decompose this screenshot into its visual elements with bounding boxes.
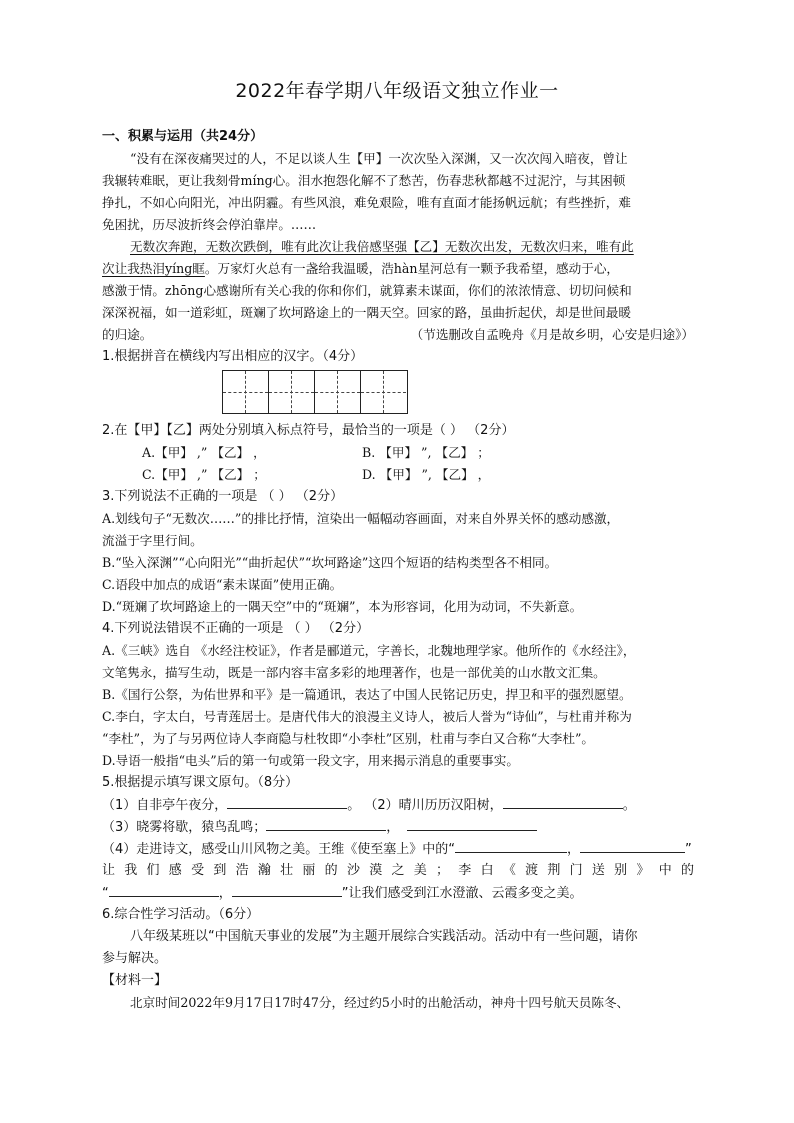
answer-blank[interactable] (232, 882, 342, 897)
fill-prompt: 。 (622, 798, 636, 813)
fill-prompt: （1）自非亭午夜分， (102, 798, 228, 813)
option-row (102, 442, 694, 464)
option-b[interactable]: B. 【甲】 ”, 【乙】 ； (362, 445, 490, 460)
exam-content (102, 126, 694, 1014)
answer-blank[interactable] (580, 838, 685, 853)
option-line: C.李白，字太白，号青莲居士。是唐代伟大的浪漫主义诗人，被后人誉为“诗仙”，与杜甫并称为 (102, 709, 632, 724)
passage-line: 深深祝福，如一道彩虹，斑斓了坎坷路途上的一隅天空。回家的路，虽曲折起伏，却是世间最暖 (102, 305, 631, 320)
underlined-sentence-end: 次让我热泪yíng眶 (102, 261, 205, 276)
passage-line: 感激于情。zhōng心感谢所有关心我的你和你们，就算素未谋面，你们的浓浓情意、切切问候和 (102, 283, 632, 298)
fill-line (102, 816, 694, 838)
option-line: D.“斑斓了坎坷路途上的一隅天空”中的“斑斓”，本为形容词，化用为动词，不失新意。 (102, 599, 583, 614)
answer-blank[interactable] (503, 794, 623, 809)
option-d[interactable]: D. 【甲】 ”, 【乙】 ， (362, 467, 491, 482)
question-3: 3.下列说法不正确的一项是 （ ） （2分） (102, 489, 344, 504)
passage-line: “没有在深夜痛哭过的人，不足以谈人生【甲】一次次坠入深渊，又一次次闯入暗夜，曾让 (130, 151, 628, 166)
answer-cell[interactable] (315, 371, 361, 413)
option-line: B.“坠入深渊”“心向阳光”“曲折起伏”“坎坷路途”这四个短语的结构类型各不相同。 (102, 555, 558, 570)
material-text: 北京时间2022年9月17日17时47分，经过约5小时的出舱活动，神舟十四号航天员陈冬、 (130, 995, 630, 1010)
question-5: 5.根据提示填写课文原句。（8分） (102, 775, 299, 790)
fill-line: 让我们感受到浩瀚壮丽的沙漠之美；李白《渡荆门送别》中的 (102, 863, 694, 878)
fill-prompt: （4）走进诗文，感受山川风物之美。王维《使至塞上》中的“ (102, 842, 456, 857)
option-line: “李杜”，为了与另两位诗人李商隐与杜牧即“小李杜”区别，杜甫与李白又合称“大李杜”。 (102, 731, 595, 746)
answer-cell[interactable] (361, 371, 406, 413)
answer-cell[interactable] (223, 371, 269, 413)
passage-line: 我辗转难眠，更让我刻骨míng心。泪水抱怨化解不了愁苦，伤春悲秋都越不过泥泞，与其困顿 (102, 173, 626, 188)
option-line: D.导语一般指“电头”后的第一句或第一段文字，用来揭示消息的重要事实。 (102, 753, 519, 768)
option-line: A.划线句子“无数次……”的排比抒情，渲染出一幅幅动容画面，对来自外界关怀的感动感激， (102, 511, 620, 526)
underlined-sentence: 无数次奔跑，无数次跌倒，唯有此次让我倍感坚强【乙】无数次出发，无数次归来，唯有此 (130, 239, 634, 254)
question-1: 1.根据拼音在横线内写出相应的汉字。（4分） (102, 349, 364, 364)
fill-line (102, 794, 694, 816)
option-a[interactable]: A.【甲】 ,” 【乙】 ， (142, 445, 266, 460)
fill-prompt: ” (685, 842, 692, 857)
option-line: C.语段中加点的成语“素未谋面”使用正确。 (102, 577, 343, 592)
answer-blank[interactable] (455, 838, 567, 853)
answer-grid (222, 370, 408, 414)
passage-line: 挣扎，不如心向阳光，冲出阴霾。有些风浪，难免艰险，唯有直面才能扬帆远航；有些挫折，难 (102, 195, 631, 210)
question-2: 2.在【甲】【乙】两处分别填入标点符号，最恰当的一项是（ ） （2分） (102, 423, 515, 438)
option-line: 文笔隽永，描写生动，既是一部内容丰富多彩的地理著作，也是一部优美的山水散文汇集。 (102, 665, 606, 680)
answer-blank[interactable] (407, 816, 537, 831)
activity-intro: 八年级某班以“中国航天事业的发展”为主题开展综合实践活动。活动中有一些问题，请你 (130, 929, 638, 944)
passage-line (102, 258, 694, 280)
fill-prompt: ， (567, 842, 581, 857)
question-6: 6.综合性学习活动。（6分） (102, 907, 260, 922)
option-line: A.《三峡》选自 《水经注校证》，作者是郦道元，字善长，北魏地理学家。他所作的《水经注》， (102, 643, 636, 658)
answer-cell[interactable] (269, 371, 315, 413)
fill-prompt: “ (102, 886, 109, 901)
fill-line (102, 838, 694, 860)
section-heading: 一、积累与运用（共24分） (102, 129, 264, 144)
option-line: B.《国行公祭，为佑世界和平》是一篇通讯，表达了中国人民铭记历史，捍卫和平的强烈愿望。 (102, 687, 632, 702)
passage-line: 免困扰，历尽波折终会停泊靠岸。…… (102, 217, 317, 232)
fill-prompt: 。 （2）晴川历历汉阳树， (347, 798, 503, 813)
answer-blank[interactable] (109, 882, 219, 897)
answer-blank[interactable] (266, 816, 386, 831)
passage-line (102, 324, 694, 346)
fill-prompt: ， (386, 820, 400, 835)
fill-line (102, 882, 694, 904)
answer-blank[interactable] (227, 794, 347, 809)
passage-source: （节选删改自孟晚舟《月是故乡明，心安是归途》） (410, 327, 694, 342)
fill-prompt: ”让我们感受到江水澄澈、云霞多变之美。 (341, 886, 583, 901)
passage-text: 的归途。 (102, 327, 153, 342)
question-4: 4.下列说法错误不正确的一项是 （ ） （2分） (102, 621, 370, 636)
option-c[interactable]: C.【甲】 ,” 【乙】 ； (142, 467, 266, 482)
material-heading: 【材料一】 (102, 973, 168, 988)
fill-prompt: ， (218, 886, 232, 901)
page-title: 2022年春学期八年级语文独立作业一 (235, 80, 559, 102)
passage-text: 。万家灯火总有一盏给我温暖，浩hàn星河总有一颗予我希望，感动于心， (204, 261, 620, 276)
activity-intro: 参与解决。 (102, 951, 168, 966)
option-line: 流溢于字里行间。 (102, 533, 203, 548)
option-row (102, 464, 694, 486)
fill-prompt: （3）晓雾将歇，猿鸟乱鸣； (102, 820, 267, 835)
answer-grid-wrap (102, 370, 694, 416)
